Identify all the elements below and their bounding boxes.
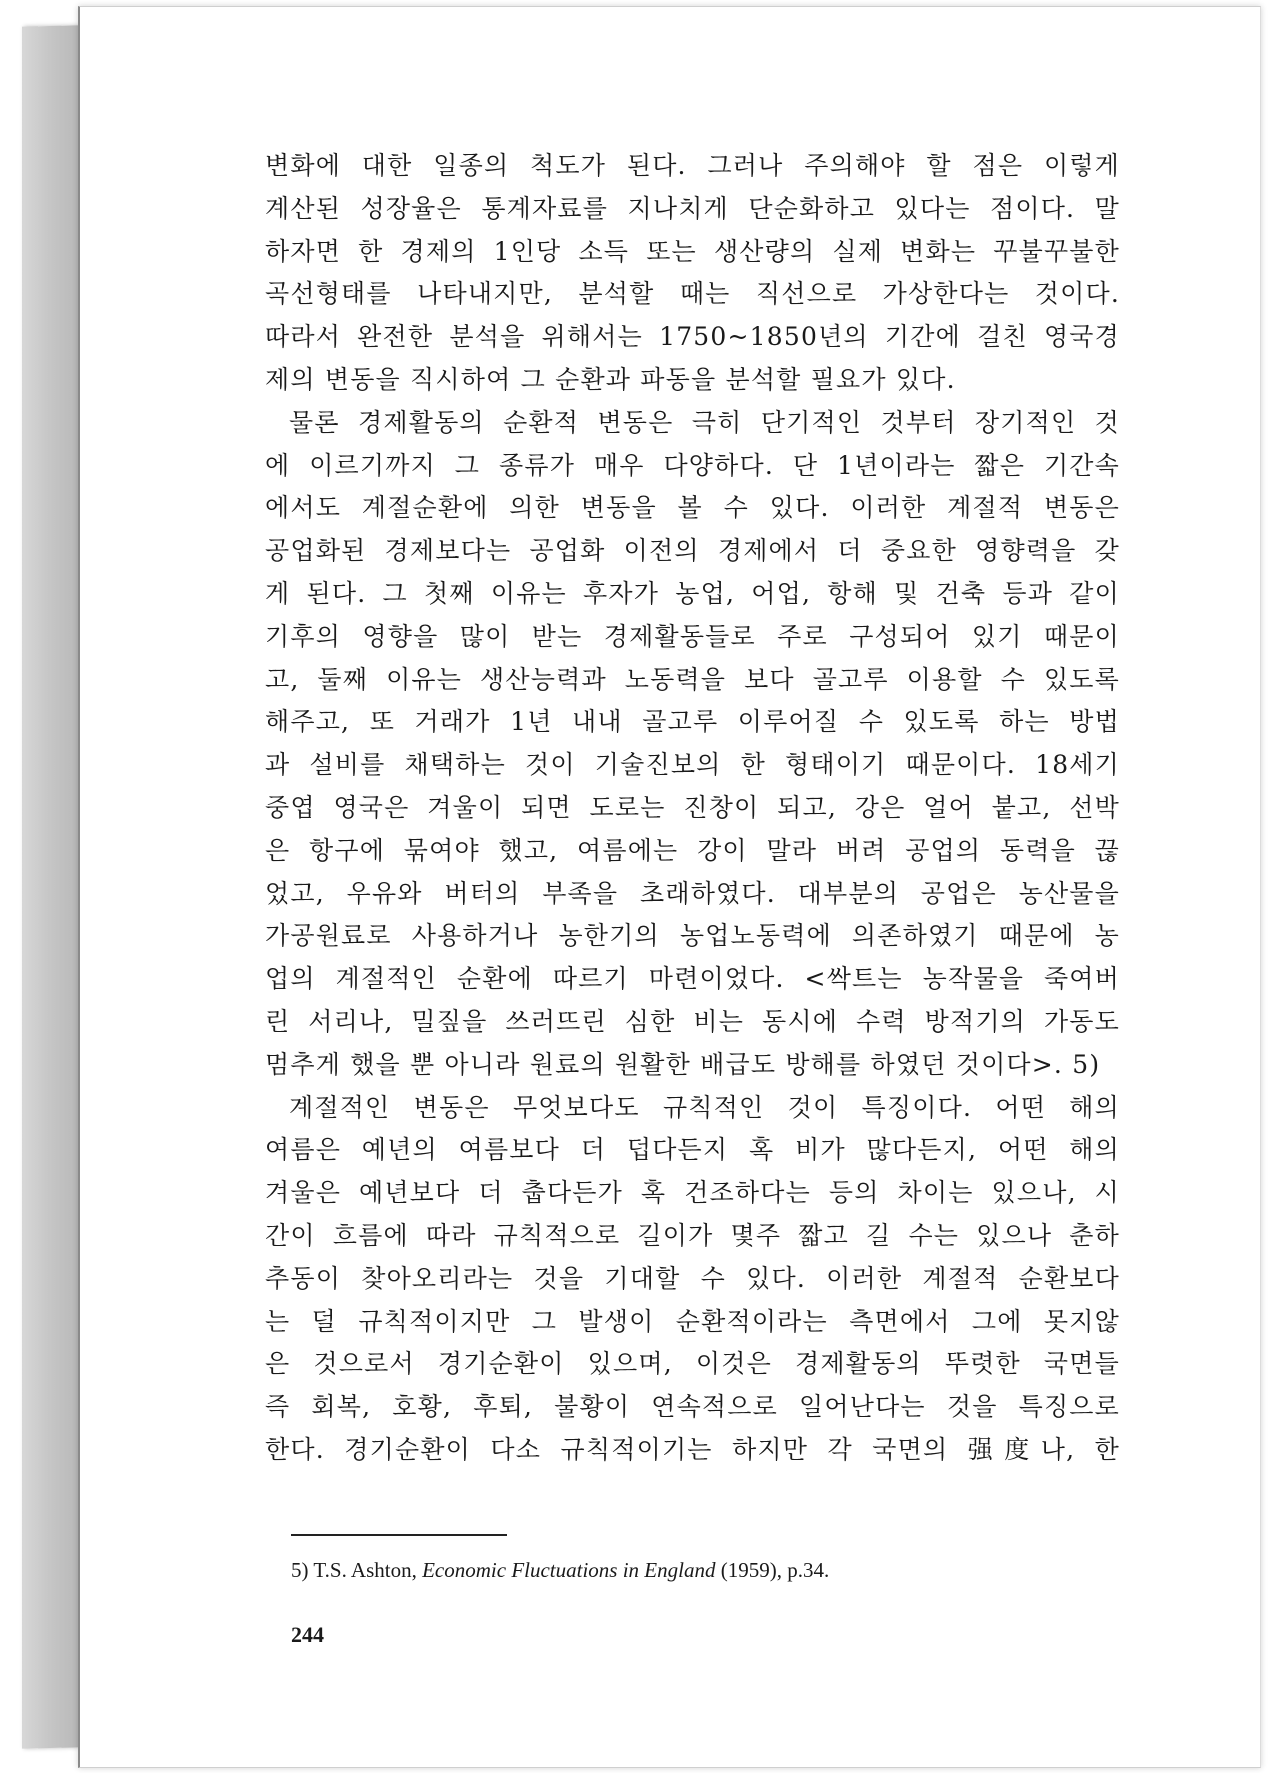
text-line: 과 설비를 채택하는 것이 기술진보의 한 형태이기 때문이다. 18세기 — [265, 750, 1120, 780]
text-line: 중엽 영국은 겨울이 되면 도로는 진창이 되고, 강은 얼어 붙고, 선박 — [265, 792, 1120, 822]
text-line: 따라서 완전한 분석을 위해서는 1750~1850년의 기간에 걸친 영국경 — [265, 322, 1120, 352]
text-line: 겨울은 예년보다 더 춥다든가 혹 건조하다는 등의 차이는 있으나, 시 — [265, 1178, 1120, 1208]
text-line: 물론 경제활동의 순환적 변동은 극히 단기적인 것부터 장기적인 것 — [289, 407, 1120, 437]
text-line: 에 이르기까지 그 종류가 매우 다양하다. 단 1년이라는 짧은 기간속 — [265, 450, 1120, 480]
text-line: 은 것으로서 경기순환이 있으며, 이것은 경제활동의 뚜렷한 국면들 — [265, 1349, 1120, 1379]
footnote-year-page: (1959), p.34. — [720, 1558, 830, 1582]
text-line: 변화에 대한 일종의 척도가 된다. 그러나 주의해야 할 점은 이렇게 — [265, 151, 1120, 180]
text-line: 고, 둘째 이유는 생산능력과 노동력을 보다 골고루 이용할 수 있도록 — [265, 664, 1120, 694]
text-line: 계산된 성장율은 통계자료를 지나치게 단순화하고 있다는 점이다. 말 — [265, 193, 1120, 223]
book-spine — [22, 25, 78, 1748]
text-line: 은 항구에 묶여야 했고, 여름에는 강이 말라 버려 공업의 동력을 끊 — [265, 835, 1120, 865]
text-line: 멈추게 했을 뿐 아니라 원료의 원활한 배급도 방해를 하였던 것이다>. 5) — [265, 1049, 1101, 1079]
text-line: 에서도 계절순환에 의한 변동을 볼 수 있다. 이러한 계절적 변동은 — [265, 493, 1120, 523]
footnote-title: Economic Fluctuations in England — [422, 1558, 716, 1582]
text-line: 린 서리나, 밀짚을 쓰러뜨린 심한 비는 동시에 수력 방적기의 가동도 — [265, 1006, 1120, 1036]
page-number: 244 — [291, 1622, 324, 1647]
body-text — [265, 145, 1120, 1472]
text-line: 추동이 찾아오리라는 것을 기대할 수 있다. 이러한 계절적 순환보다 — [265, 1263, 1120, 1293]
text-line: 가공원료로 사용하거나 농한기의 농업노동력에 의존하였기 때문에 농 — [265, 921, 1120, 951]
text-line: 었고, 우유와 버터의 부족을 초래하였다. 대부분의 공업은 농산물을 — [265, 878, 1120, 908]
text-line: 하자면 한 경제의 1인당 소득 또는 생산량의 실제 변화는 꾸불꾸불한 — [265, 236, 1120, 266]
footnote-author: T.S. Ashton, — [313, 1558, 417, 1582]
text-line: 게 된다. 그 첫째 이유는 후자가 농업, 어업, 항해 및 건축 등과 같이 — [265, 578, 1120, 608]
footnote — [291, 1558, 829, 1583]
text-line: 제의 변동을 직시하여 그 순환과 파동을 분석할 필요가 있다. — [265, 364, 956, 394]
text-line: 한다. 경기순환이 다소 규칙적이기는 하지만 각 국면의 强度나, 한 — [265, 1434, 1120, 1464]
text-line: 즉 회복, 호황, 후퇴, 불황이 연속적으로 일어난다는 것을 특징으로 — [265, 1392, 1120, 1422]
text-line: 여름은 예년의 여름보다 더 덥다든지 혹 비가 많다든지, 어떤 해의 — [265, 1135, 1120, 1165]
footnote-divider — [291, 1534, 507, 1536]
text-line: 업의 계절적인 순환에 따르기 마련이었다. <싹트는 농작물을 죽여버 — [265, 964, 1120, 994]
text-line: 공업화된 경제보다는 공업화 이전의 경제에서 더 중요한 영향력을 갖 — [265, 536, 1120, 566]
footnote-number: 5) — [291, 1558, 309, 1582]
text-line: 는 덜 규칙적이지만 그 발생이 순환적이라는 측면에서 그에 못지않 — [265, 1306, 1120, 1336]
text-line: 해주고, 또 거래가 1년 내내 골고루 이루어질 수 있도록 하는 방법 — [265, 707, 1120, 737]
text-line: 곡선형태를 나타내지만, 분석할 때는 직선으로 가상한다는 것이다. — [265, 279, 1120, 309]
text-line: 간이 흐름에 따라 규칙적으로 길이가 몇주 짧고 길 수는 있으나 춘하 — [265, 1220, 1120, 1250]
text-line: 계절적인 변동은 무엇보다도 규칙적인 것이 특징이다. 어떤 해의 — [289, 1092, 1120, 1122]
text-line: 기후의 영향을 많이 받는 경제활동들로 주로 구성되어 있기 때문이 — [265, 621, 1120, 651]
